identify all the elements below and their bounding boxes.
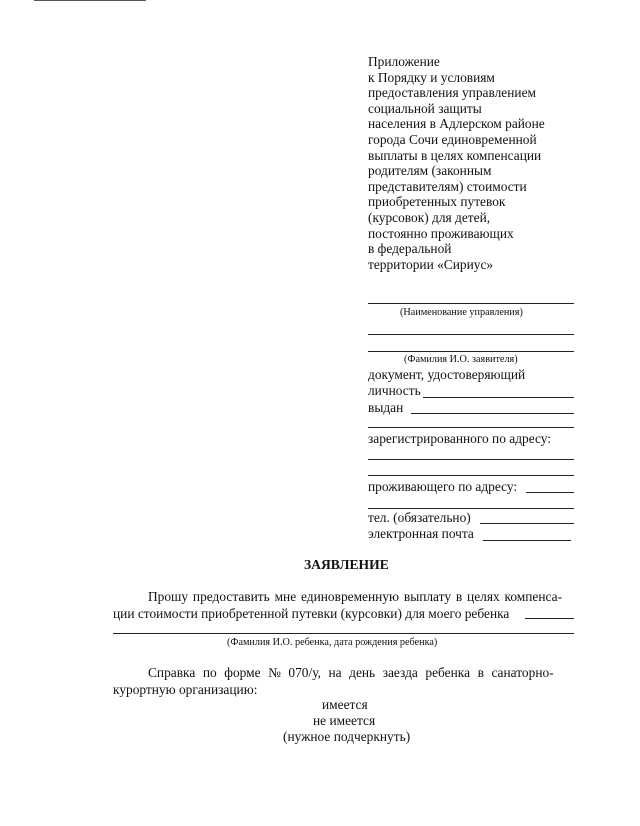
appendix-line: Приложение bbox=[368, 54, 440, 69]
applicant-line-1[interactable] bbox=[368, 334, 574, 335]
living-address-field[interactable] bbox=[526, 492, 574, 493]
management-caption: (Наименование управления) bbox=[400, 307, 523, 318]
appendix-line: представителям) стоимости bbox=[368, 178, 527, 194]
appendix-line: к Порядку и условиям bbox=[368, 69, 495, 85]
appendix-line: постоянно проживающих bbox=[368, 225, 514, 241]
top-edge-mark bbox=[34, 0, 146, 1]
appendix-line: в федеральной bbox=[368, 241, 452, 257]
statement-para2-line1: Справка по форме № 070/у, на день заезда ребенка в санаторно- bbox=[148, 665, 554, 680]
statement-para1-line2: ции стоимости приобретенной путевки (курсовки) для моего ребенка bbox=[113, 606, 510, 621]
applicant-caption: (Фамилия И.О. заявителя) bbox=[404, 354, 518, 365]
management-name-line[interactable] bbox=[368, 303, 574, 304]
option-has[interactable]: имеется bbox=[322, 697, 368, 712]
underline-note: (нужное подчеркнуть) bbox=[283, 729, 411, 744]
applicant-line-2[interactable] bbox=[368, 351, 574, 352]
identity-label: личность bbox=[368, 383, 421, 398]
appendix-line: социальной защиты bbox=[368, 100, 482, 116]
child-field-inline[interactable] bbox=[525, 618, 574, 619]
appendix-line: предоставления управлением bbox=[368, 85, 537, 101]
living-address-line-2[interactable] bbox=[368, 508, 574, 509]
email-field[interactable] bbox=[483, 540, 571, 541]
phone-label: тел. (обязательно) bbox=[368, 510, 471, 525]
statement-para1-line1: Прошу предоставить мне единовременную выплату в целях компенса- bbox=[148, 589, 563, 604]
option-has-not[interactable]: не имеется bbox=[313, 713, 376, 728]
statement-title: ЗАЯВЛЕНИЕ bbox=[304, 557, 389, 572]
appendix-block bbox=[368, 54, 545, 272]
statement-para2-line2: курортную организацию: bbox=[113, 682, 258, 697]
registered-address-line-1[interactable] bbox=[368, 459, 574, 460]
appendix-line: населения в Адлерском районе bbox=[368, 116, 545, 132]
appendix-line: города Сочи единовременной bbox=[368, 131, 537, 147]
appendix-line: родителям (законным bbox=[368, 163, 492, 179]
registered-address-line-2[interactable] bbox=[368, 475, 574, 476]
appendix-line: выплаты в целях компенсации bbox=[368, 147, 542, 163]
issued-field-2[interactable] bbox=[368, 427, 574, 428]
issued-field[interactable] bbox=[411, 413, 574, 414]
identity-field[interactable] bbox=[423, 397, 574, 398]
living-label: проживающего по адресу: bbox=[368, 479, 518, 494]
registered-label: зарегистрированного по адресу: bbox=[368, 431, 552, 446]
issued-label: выдан bbox=[368, 400, 404, 415]
document-label: документ, удостоверяющий bbox=[368, 367, 526, 382]
appendix-line: приобретенных путевок bbox=[368, 194, 506, 210]
child-field-line[interactable] bbox=[113, 633, 574, 634]
appendix-line: территории «Сириус» bbox=[368, 256, 494, 272]
email-label: электронная почта bbox=[368, 526, 474, 541]
child-caption: (Фамилия И.О. ребенка, дата рождения ребенка) bbox=[227, 637, 438, 648]
phone-field[interactable] bbox=[480, 523, 574, 524]
appendix-line: (курсовок) для детей, bbox=[368, 209, 491, 225]
